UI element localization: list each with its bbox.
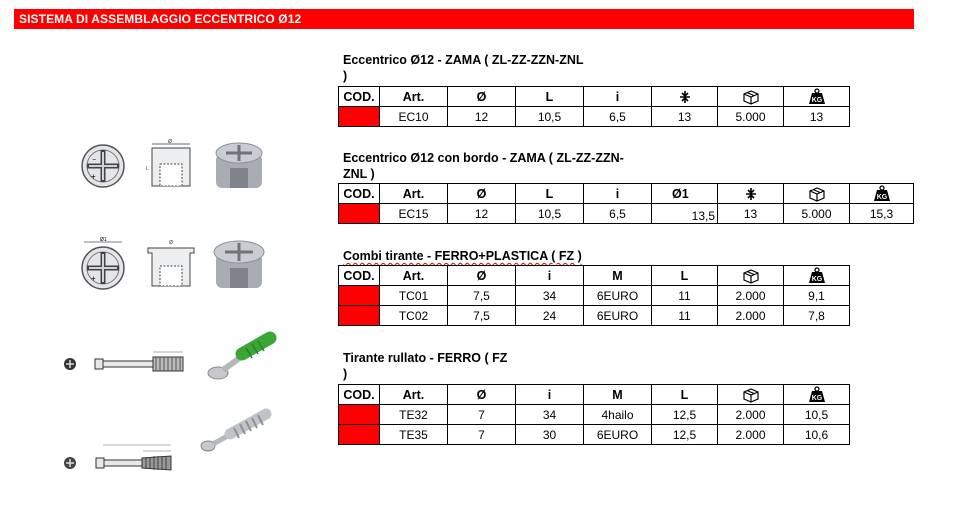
section-title-line2: ZNL ) <box>343 167 375 181</box>
section-title-eccentrico <box>343 52 584 84</box>
svg-text:KG: KG <box>811 97 822 104</box>
svg-text:+: + <box>91 274 96 283</box>
cell: TE32 <box>380 405 448 425</box>
cell: 10,6 <box>784 425 850 445</box>
cell: 7,5 <box>448 286 516 306</box>
section-title-combi-tirante <box>343 248 582 264</box>
cod-cell <box>339 306 380 326</box>
cell: 9,1 <box>784 286 850 306</box>
col-header-box <box>718 266 784 286</box>
svg-text:KG: KG <box>811 276 822 283</box>
col-header: i <box>584 87 652 107</box>
section-title-line1: Eccentrico Ø12 - ZAMA ( ZL-ZZ-ZZN-ZNL <box>343 53 584 67</box>
table-row <box>339 107 850 127</box>
col-header: Art. <box>380 266 448 286</box>
svg-text:Ø: Ø <box>169 240 173 246</box>
col-header: i <box>584 184 652 204</box>
eccentric-flange-3d-photo-icon <box>214 241 264 288</box>
screw-head-icon <box>64 358 76 370</box>
weight-kg-icon <box>873 185 891 202</box>
cell: 5.000 <box>784 204 850 224</box>
col-header: Art. <box>380 184 448 204</box>
col-header-weight <box>784 266 850 286</box>
combi-tirante-drawing-icon <box>95 352 183 371</box>
col-header-clamp <box>652 87 718 107</box>
cell: 6,5 <box>584 204 652 224</box>
col-header-box <box>718 385 784 405</box>
col-header: L <box>516 87 584 107</box>
cell: EC15 <box>380 204 448 224</box>
svg-text:Ø: Ø <box>168 139 172 145</box>
cell: EC10 <box>380 107 448 127</box>
section-title-line1: Combi tirante - FERRO+PLASTICA ( FZ ) <box>343 249 582 263</box>
col-header-weight <box>850 184 914 204</box>
eccentric-ec10-images <box>78 136 278 196</box>
section-title-line1: Tirante rullato - FERRO ( FZ <box>343 351 508 365</box>
weight-kg-icon <box>808 88 826 105</box>
cell: 2.000 <box>718 286 784 306</box>
box-icon <box>742 268 760 284</box>
col-header: Ø1 <box>652 184 718 204</box>
cell: TC01 <box>380 286 448 306</box>
table-row <box>339 306 850 326</box>
cell: 12,5 <box>652 405 718 425</box>
table-row <box>339 405 850 425</box>
cell: 4hailo <box>584 405 652 425</box>
cod-cell <box>339 405 380 425</box>
box-icon <box>742 89 760 105</box>
cell: 12,5 <box>652 425 718 445</box>
cell: 6EURO <box>584 286 652 306</box>
cell: 12 <box>448 107 516 127</box>
col-header: L <box>652 266 718 286</box>
cell: 5.000 <box>718 107 784 127</box>
header-banner <box>14 9 914 29</box>
spec-table-eccentrico <box>338 86 850 127</box>
table-header-row <box>339 385 850 405</box>
col-header: i <box>516 385 584 405</box>
spec-table-combi-tirante <box>338 265 850 326</box>
combi-tirante-photo-icon <box>208 338 270 379</box>
table-row <box>339 425 850 445</box>
cell: TE35 <box>380 425 448 445</box>
cell: 34 <box>516 405 584 425</box>
cod-cell <box>339 286 380 306</box>
col-header: Ø <box>448 266 516 286</box>
col-header-weight <box>784 87 850 107</box>
table-row <box>339 286 850 306</box>
col-header: COD. <box>339 385 380 405</box>
col-header: L <box>516 184 584 204</box>
cell: 6EURO <box>584 306 652 326</box>
cell: 10,5 <box>516 107 584 127</box>
weight-kg-icon <box>808 267 826 284</box>
col-header: Art. <box>380 385 448 405</box>
cell: 13 <box>784 107 850 127</box>
cell: 6,5 <box>584 107 652 127</box>
cell: 34 <box>516 286 584 306</box>
spec-table-eccentrico-bordo <box>338 183 914 224</box>
col-header: Art. <box>380 87 448 107</box>
table-row <box>339 204 914 224</box>
cell: 12 <box>448 204 516 224</box>
clamp-icon <box>678 90 692 104</box>
eccentric-ec15-images <box>78 234 278 296</box>
cell: 7,5 <box>448 306 516 326</box>
cell: 10,5 <box>784 405 850 425</box>
cell: 10,5 <box>516 204 584 224</box>
spec-table-tirante-rullato <box>338 384 850 445</box>
cod-cell <box>339 107 380 127</box>
cell: 2.000 <box>718 425 784 445</box>
col-header: i <box>516 266 584 286</box>
eccentric-flange-top-view-icon <box>82 237 124 289</box>
cell: 13 <box>652 107 718 127</box>
cell: 30 <box>516 425 584 445</box>
svg-text:KG: KG <box>811 395 822 402</box>
cod-cell <box>339 425 380 445</box>
cell: 2.000 <box>718 405 784 425</box>
cell: 11 <box>652 286 718 306</box>
section-title-tirante-rullato <box>343 350 507 382</box>
col-header: M <box>584 266 652 286</box>
cell: TC02 <box>380 306 448 326</box>
svg-text:L: L <box>146 166 149 172</box>
cell: 13,5 <box>652 204 718 224</box>
combi-tirante-images <box>60 330 310 390</box>
col-header: COD. <box>339 266 380 286</box>
col-header-box <box>784 184 850 204</box>
col-header: Ø <box>448 385 516 405</box>
tirante-rullato-images <box>58 408 308 478</box>
table-header-row <box>339 184 914 204</box>
tirante-rullato-photo-icon <box>201 414 266 451</box>
tirante-rullato-drawing-icon <box>96 445 171 470</box>
section-title-line2: ) <box>343 367 348 381</box>
cell: 7 <box>448 405 516 425</box>
weight-kg-icon <box>808 386 826 403</box>
cell: 7 <box>448 425 516 445</box>
svg-text:Ø1: Ø1 <box>100 237 107 243</box>
eccentric-section-drawing-icon <box>146 139 190 186</box>
col-header: Ø <box>448 87 516 107</box>
col-header-box <box>718 87 784 107</box>
col-header-clamp <box>718 184 784 204</box>
section-title-line2: ) <box>343 69 348 83</box>
banner-title: SISTEMA DI ASSEMBLAGGIO ECCENTRICO Ø12 <box>19 12 302 26</box>
eccentric-3d-photo-icon <box>216 143 262 188</box>
cell: 15,3 <box>850 204 914 224</box>
cell: 11 <box>652 306 718 326</box>
clamp-icon <box>744 187 758 201</box>
col-header-weight <box>784 385 850 405</box>
rolled-screw-head-icon <box>64 457 76 469</box>
cell: 13 <box>718 204 784 224</box>
table-header-row <box>339 87 850 107</box>
box-icon <box>742 387 760 403</box>
cell: 7,8 <box>784 306 850 326</box>
eccentric-flange-section-drawing-icon <box>148 240 194 286</box>
svg-text:−: − <box>92 157 97 164</box>
svg-text:KG: KG <box>876 194 887 201</box>
section-title-line1: Eccentrico Ø12 con bordo - ZAMA ( ZL-ZZ-ZZN- <box>343 151 624 165</box>
cell: 6EURO <box>584 425 652 445</box>
table-header-row <box>339 266 850 286</box>
col-header: L <box>652 385 718 405</box>
col-header: M <box>584 385 652 405</box>
eccentric-top-view-icon <box>82 145 124 187</box>
svg-text:+: + <box>91 172 96 181</box>
section-title-eccentrico-bordo <box>343 150 624 182</box>
col-header: COD. <box>339 184 380 204</box>
col-header: COD. <box>339 87 380 107</box>
col-header: Ø <box>448 184 516 204</box>
cell: 2.000 <box>718 306 784 326</box>
box-icon <box>808 186 826 202</box>
cell: 24 <box>516 306 584 326</box>
cod-cell <box>339 204 380 224</box>
